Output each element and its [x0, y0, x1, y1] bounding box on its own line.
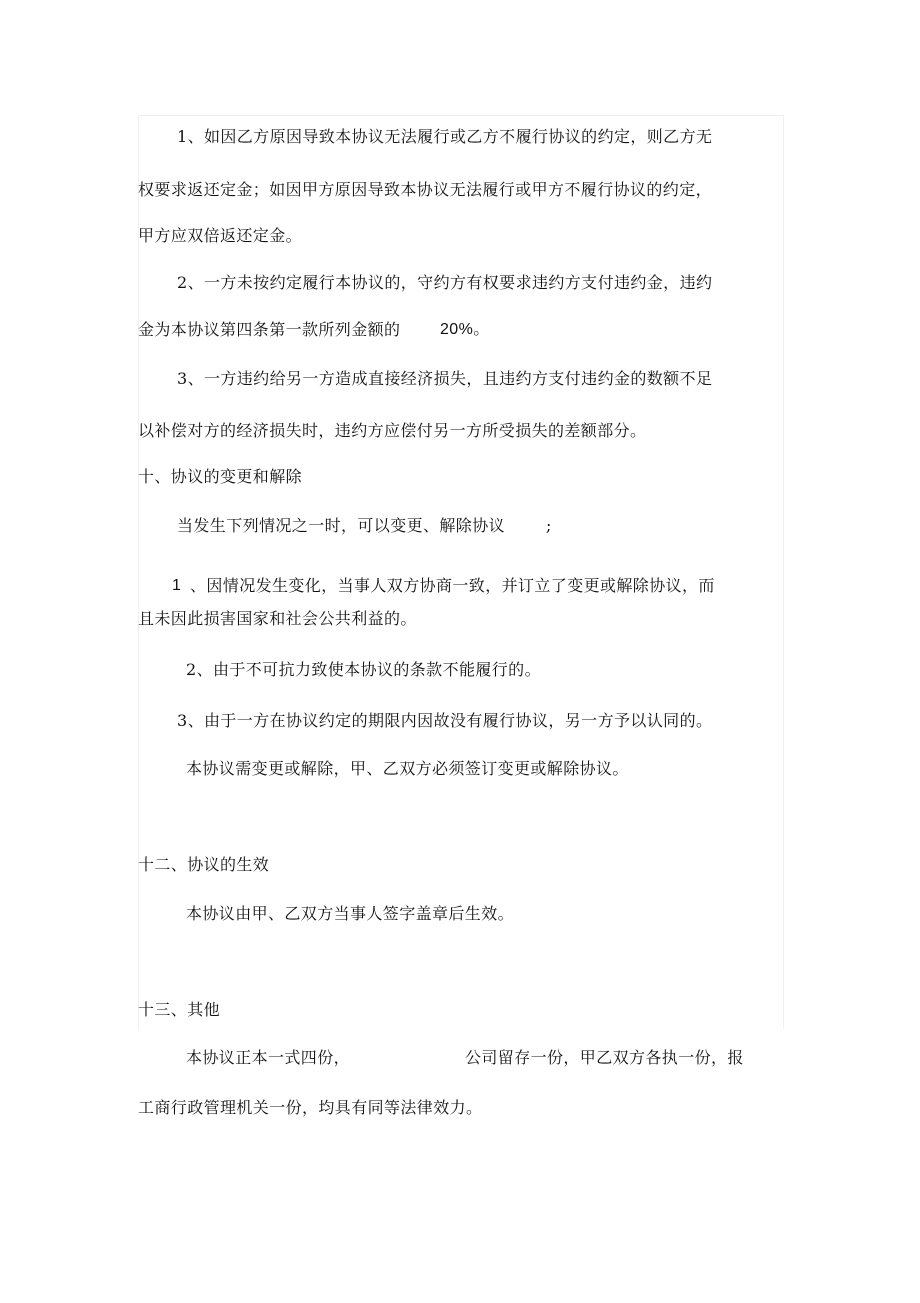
section-10-intro: 当发生下列情况之一时，可以变更、解除协议: [177, 516, 506, 535]
section-12-heading: 十二、协议的生效: [138, 855, 270, 874]
clause-3-line-1: 3、一方违约给另一方造成直接经济损失，且违约方支付违约金的数额不足: [177, 369, 713, 388]
section-13-line-1-b: 公司留存一份，甲乙双方各执一份，报: [465, 1048, 744, 1067]
penalty-percentage: 20%。: [440, 321, 490, 338]
section-13-heading: 十三、其他: [138, 1000, 221, 1019]
section-13-line-1-a: 本协议正本一式四份，: [186, 1048, 351, 1067]
section-10-intro-punct: ;: [546, 516, 552, 535]
section-13-line-2: 工商行政管理机关一份，均具有同等法律效力。: [138, 1098, 483, 1117]
item-1-number: 1: [172, 577, 182, 594]
clause-1-line-1: 1、如因乙方原因导致本协议无法履行或乙方不履行协议的约定，则乙方无: [177, 127, 713, 146]
item-1-line-2: 且未因此损害国家和社会公共利益的。: [138, 609, 417, 628]
clause-2-line-2: 金为本协议第四条第一款所列金额的: [138, 320, 401, 339]
page-frame: [138, 115, 784, 1029]
item-3: 3、由于一方在协议约定的期限内因故没有履行协议，另一方予以认同的。: [177, 711, 713, 730]
item-1-line-1: 、因情况发生变化，当事人双方协商一致，并订立了变更或解除协议，而: [190, 576, 715, 595]
clause-3-line-2: 以补偿对方的经济损失时，违约方应偿付另一方所受损失的差额部分。: [138, 421, 647, 440]
item-2: 2、由于不可抗力致使本协议的条款不能履行的。: [186, 660, 541, 679]
section-10-heading: 十、协议的变更和解除: [138, 467, 303, 486]
clause-1-line-3: 甲方应双倍返还定金。: [138, 226, 303, 245]
section-10-closing: 本协议需变更或解除，甲、乙双方必须签订变更或解除协议。: [186, 759, 629, 778]
section-12-body: 本协议由甲、乙双方当事人签字盖章后生效。: [186, 904, 515, 923]
clause-2-line-1: 2、一方未按约定履行本协议的，守约方有权要求违约方支付违约金，违约: [177, 273, 713, 292]
clause-1-line-2: 权要求返还定金；如因甲方原因导致本协议无法履行或甲方不履行协议的约定，: [138, 180, 713, 199]
